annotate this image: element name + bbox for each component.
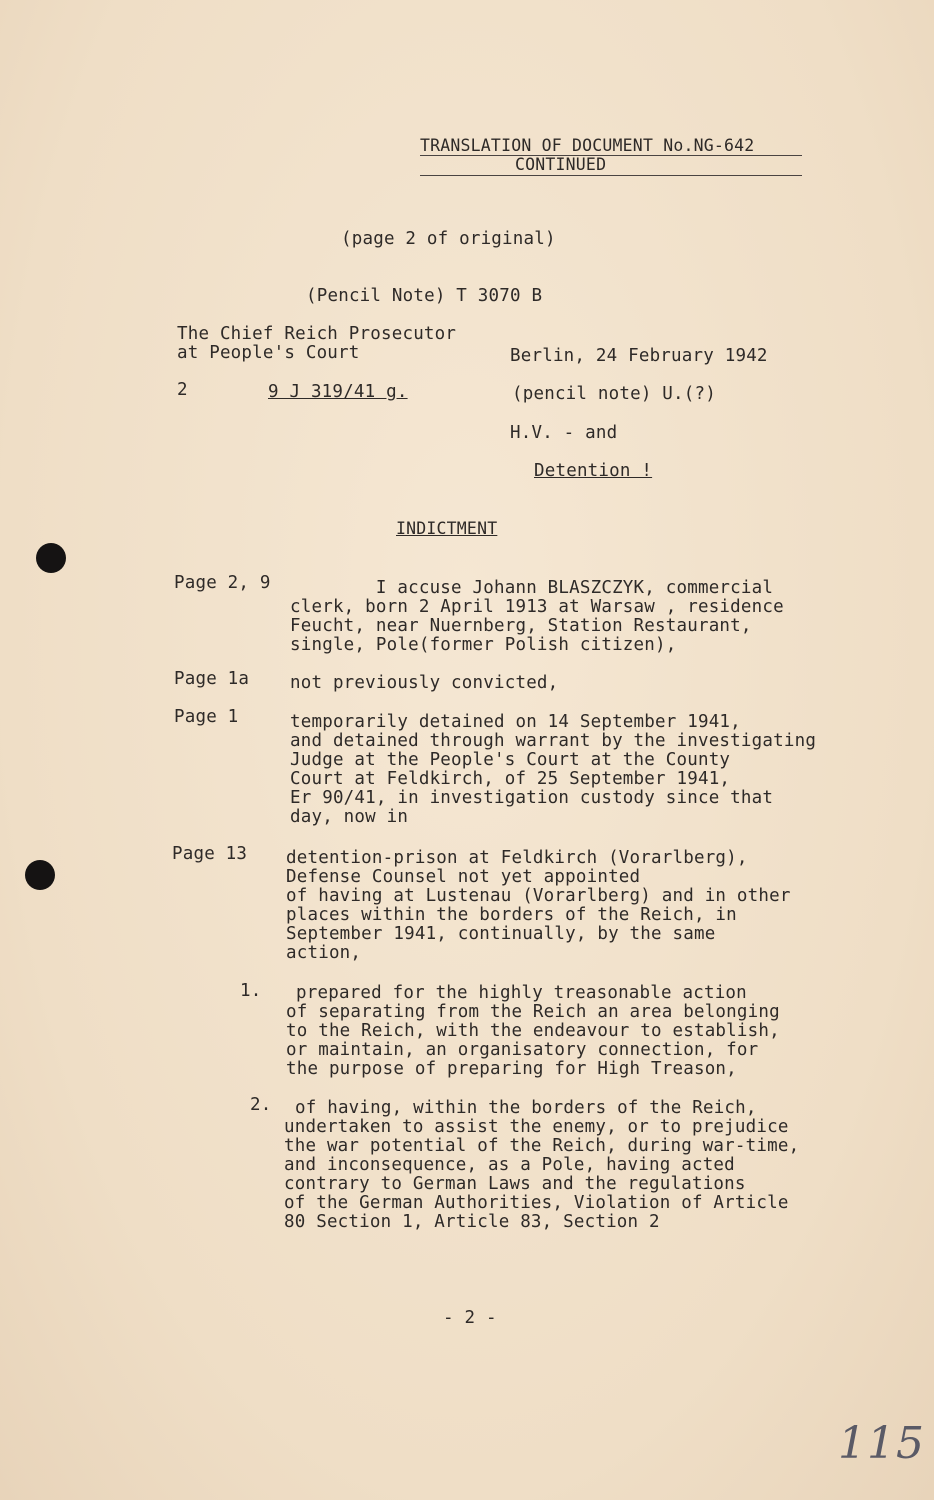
- header-continued: CONTINUED: [515, 155, 607, 174]
- item-line: undertaken to assist the enemy, or to prejudice: [284, 1117, 789, 1137]
- item-line: the war potential of the Reich, during war-time,: [284, 1136, 800, 1156]
- reference-number: 9 J 319/41 g.: [268, 382, 408, 402]
- item-line: 80 Section 1, Article 83, Section 2: [284, 1212, 660, 1232]
- paragraph-line: September 1941, continually, by the same: [286, 924, 716, 944]
- document-title: INDICTMENT: [396, 519, 498, 538]
- pencil-note-u: (pencil note) U.(?): [512, 384, 716, 404]
- item-line: the purpose of preparing for High Treason,: [286, 1059, 737, 1079]
- item-line: to the Reich, with the endeavour to establish,: [286, 1021, 780, 1041]
- header-title: TRANSLATION OF DOCUMENT No.NG-642: [420, 136, 755, 155]
- item-line: of the German Authorities, Violation of Article: [284, 1193, 789, 1213]
- detention-note: Detention !: [534, 461, 653, 481]
- paragraph-line: places within the borders of the Reich, in: [286, 905, 737, 925]
- place-date: Berlin, 24 February 1942: [510, 346, 768, 366]
- sender-line-2: at People's Court: [177, 343, 360, 363]
- margin-ref: Page 1a: [174, 669, 250, 689]
- paragraph-line: and detained through warrant by the investigating: [290, 731, 817, 751]
- pencil-note-top: (Pencil Note) T 3070 B: [306, 286, 543, 306]
- item-line: and inconsequence, as a Pole, having acted: [284, 1155, 735, 1175]
- item-number: 1.: [240, 981, 262, 1001]
- punch-hole-top: [36, 543, 66, 573]
- item-line: of having, within the borders of the Reich,: [295, 1098, 757, 1118]
- margin-ref: Page 1: [174, 707, 239, 727]
- paragraph-line: not previously convicted,: [290, 673, 559, 693]
- header-underline-1: [420, 155, 802, 156]
- handwritten-page-number: 115: [838, 1418, 925, 1469]
- paragraph-line: clerk, born 2 April 1913 at Warsaw , residence: [290, 597, 784, 617]
- item-number: 2.: [250, 1095, 272, 1115]
- paragraph-line: Defense Counsel not yet appointed: [286, 867, 641, 887]
- item-line: of separating from the Reich an area belonging: [286, 1002, 780, 1022]
- margin-ref: Page 13: [172, 844, 248, 864]
- paragraph-line: Judge at the People's Court at the County: [290, 750, 731, 770]
- punch-hole-bottom: [25, 860, 55, 890]
- item-line: prepared for the highly treasonable action: [296, 983, 747, 1003]
- reference-prefix: 2: [177, 380, 188, 400]
- margin-ref: Page 2, 9: [174, 573, 271, 593]
- paragraph-line: Court at Feldkirch, of 25 September 1941,: [290, 769, 731, 789]
- paragraph-line: of having at Lustenau (Vorarlberg) and in other: [286, 886, 791, 906]
- paragraph-line: Er 90/41, in investigation custody since that: [290, 788, 774, 808]
- item-line: contrary to German Laws and the regulations: [284, 1174, 746, 1194]
- paragraph-line: detention-prison at Feldkirch (Vorarlberg),: [286, 848, 748, 868]
- paragraph-line: temporarily detained on 14 September 1941,: [290, 712, 741, 732]
- item-line: or maintain, an organisatory connection, for: [286, 1040, 759, 1060]
- header-underline-2: [420, 175, 802, 176]
- page-of-original-note: (page 2 of original): [341, 229, 556, 249]
- paragraph-line: single, Pole(former Polish citizen),: [290, 635, 677, 655]
- sender-line-1: The Chief Reich Prosecutor: [177, 324, 457, 344]
- page-number: - 2 -: [443, 1308, 497, 1328]
- paragraph-line: Feucht, near Nuernberg, Station Restaurant,: [290, 616, 752, 636]
- paragraph-line: I accuse Johann BLASZCZYK, commercial: [290, 578, 774, 598]
- hv-and: H.V. - and: [510, 423, 618, 443]
- paragraph-line: day, now in: [290, 807, 409, 827]
- paragraph-line: action,: [286, 943, 362, 963]
